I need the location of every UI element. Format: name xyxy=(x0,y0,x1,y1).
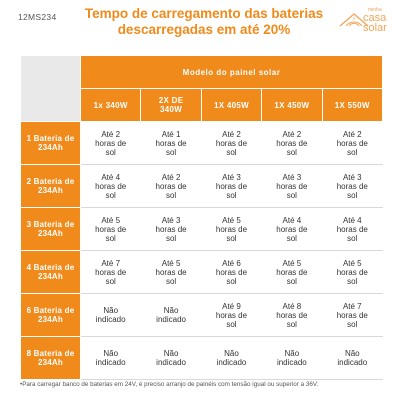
table-cell xyxy=(201,337,261,380)
table-cell-text: Até 4 horas de sol xyxy=(336,215,368,243)
table-cell xyxy=(201,165,261,208)
table-cell xyxy=(201,294,261,337)
table-cell xyxy=(201,208,261,251)
table-cell xyxy=(201,122,261,165)
table-row xyxy=(21,165,383,208)
table-cell-text: Até 5 horas de sol xyxy=(276,258,308,286)
table-cell xyxy=(141,294,201,337)
table-cell-text: Não indicado xyxy=(156,306,186,324)
logo-text-line-2: casa xyxy=(363,12,387,24)
brand-logo xyxy=(338,4,394,44)
row-header xyxy=(21,208,81,251)
row-header-text: 4 Bateria de 234Ah xyxy=(26,263,75,281)
table-corner-blank xyxy=(21,56,81,122)
footnote: •Para carregar banco de baterias em 24V, é preciso arranjo de painéis com tensão igual ou superior a 36V. xyxy=(20,381,319,388)
row-header-text: 1 Bateria de 234Ah xyxy=(26,134,75,152)
table-row xyxy=(21,294,383,337)
row-header-text: 2 Bateria de 234Ah xyxy=(26,177,75,195)
column-header-text: 2X DE 340W xyxy=(158,96,184,114)
row-header xyxy=(21,294,81,337)
table-cell xyxy=(81,122,141,165)
table-cell-text: Até 3 horas de sol xyxy=(155,215,187,243)
table-cell-text: Não indicado xyxy=(156,349,186,367)
table-cell xyxy=(81,251,141,294)
table-row xyxy=(21,208,383,251)
table-cell xyxy=(262,251,322,294)
logo-text-line-3: solar xyxy=(363,22,387,34)
table-cell-text: Até 4 horas de sol xyxy=(276,215,308,243)
table-cell-text: Até 3 horas de sol xyxy=(276,172,308,200)
table-cell-text: Até 5 horas de sol xyxy=(215,215,248,243)
page-title xyxy=(80,6,328,38)
panel-model-header: Modelo do painel solar xyxy=(81,56,383,89)
table-cell-text: Até 2 horas de sol xyxy=(95,129,127,157)
table-cell-text: Até 2 horas de sol xyxy=(155,172,187,200)
table-cell-text: Até 2 horas de sol xyxy=(215,129,248,157)
table-cell xyxy=(262,294,322,337)
logo-text-line-1: minha xyxy=(368,7,382,13)
table-cell-text: Até 3 horas de sol xyxy=(336,172,368,200)
column-header: 1X 550W xyxy=(322,89,382,122)
table-cell xyxy=(81,337,141,380)
table-cell xyxy=(141,251,201,294)
row-header xyxy=(21,165,81,208)
table-cell xyxy=(322,337,382,380)
table-cell xyxy=(322,294,382,337)
table-cell-text: Até 7 horas de sol xyxy=(95,258,127,286)
table-cell xyxy=(141,208,201,251)
row-header xyxy=(21,122,81,165)
table-cell xyxy=(322,251,382,294)
table-cell-text: Até 3 horas de sol xyxy=(215,172,248,200)
table-cell-text: Não indicado xyxy=(337,349,368,367)
table-cell xyxy=(141,165,201,208)
column-header: 1x 340W xyxy=(81,89,141,122)
charging-time-table xyxy=(20,55,383,380)
row-header xyxy=(21,251,81,294)
table-cell-text: Até 9 horas de sol xyxy=(215,301,248,329)
table-cell xyxy=(262,165,322,208)
table-cell xyxy=(322,165,382,208)
column-header: 1X 405W xyxy=(201,89,261,122)
row-header-text: 8 Bateria de 234Ah xyxy=(26,349,75,367)
table-cell-text: Não indicado xyxy=(216,349,247,367)
table-cell-text: Até 6 horas de sol xyxy=(215,258,248,286)
row-header xyxy=(21,337,81,380)
table-row xyxy=(21,251,383,294)
table-cell-text: Até 1 horas de sol xyxy=(155,129,187,157)
table-cell-text: Não indicado xyxy=(276,349,307,367)
table-cell xyxy=(81,294,141,337)
table-cell-text: Até 5 horas de sol xyxy=(336,258,368,286)
table-cell xyxy=(262,337,322,380)
table-cell-text: Não indicado xyxy=(95,306,126,324)
table-cell xyxy=(81,165,141,208)
title-line-1: Tempo de carregamento das baterias xyxy=(84,6,324,21)
table-cell-text: Até 4 horas de sol xyxy=(95,172,127,200)
table-cell xyxy=(322,208,382,251)
table-cell-text: Até 8 horas de sol xyxy=(276,301,308,329)
table-cell xyxy=(81,208,141,251)
table-cell-text: Não indicado xyxy=(95,349,126,367)
column-header: 1X 450W xyxy=(262,89,322,122)
table-cell xyxy=(141,337,201,380)
row-header-text: 3 Bateria de 234Ah xyxy=(26,220,75,238)
column-header xyxy=(141,89,201,122)
table-cell xyxy=(201,251,261,294)
table-cell-text: Até 2 horas de sol xyxy=(336,129,368,157)
row-header-text: 6 Bateria de 234Ah xyxy=(26,306,75,324)
table-row xyxy=(21,122,383,165)
product-code: 12MS234 xyxy=(18,12,57,22)
table-row xyxy=(21,337,383,380)
table-cell xyxy=(141,122,201,165)
table-cell xyxy=(322,122,382,165)
table-cell xyxy=(262,208,322,251)
table-cell-text: Até 5 horas de sol xyxy=(95,215,127,243)
title-line-2: descarregadas em até 20% xyxy=(117,22,291,37)
table-cell-text: Até 2 horas de sol xyxy=(276,129,308,157)
table-cell-text: Até 7 horas de sol xyxy=(336,301,368,329)
table-cell xyxy=(262,122,322,165)
table-cell-text: Até 5 horas de sol xyxy=(155,258,187,286)
